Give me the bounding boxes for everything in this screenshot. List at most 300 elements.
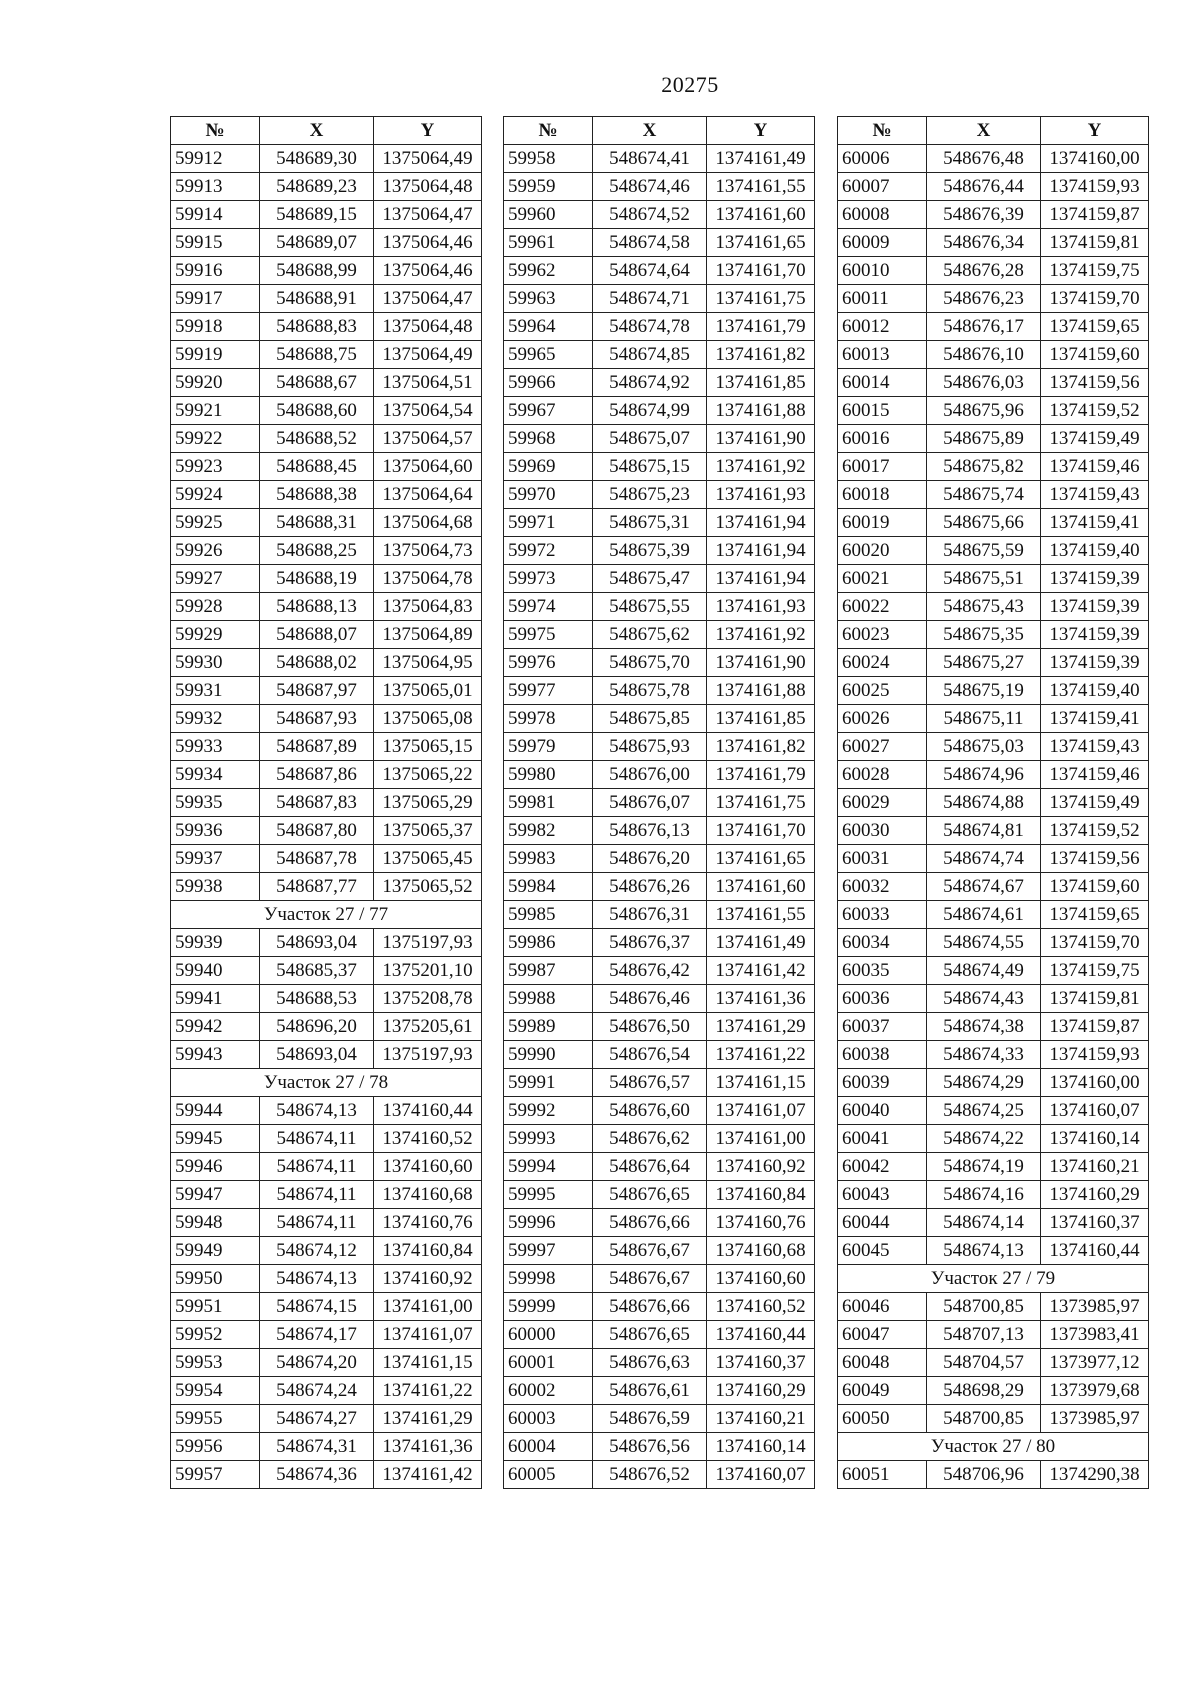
y-coordinate-cell: 1374159,39 [1041, 649, 1149, 677]
table-row [504, 1125, 815, 1153]
table-row [838, 1181, 1149, 1209]
point-number-cell: 59961 [504, 229, 593, 257]
table-row [171, 733, 482, 761]
point-number-cell: 60015 [838, 397, 927, 425]
table-row [171, 621, 482, 649]
point-number-cell: 60020 [838, 537, 927, 565]
y-coordinate-cell: 1374159,49 [1041, 425, 1149, 453]
y-coordinate-cell: 1374161,15 [707, 1069, 815, 1097]
x-coordinate-cell: 548688,13 [260, 593, 374, 621]
table-row [171, 649, 482, 677]
point-number-cell: 59980 [504, 761, 593, 789]
x-coordinate-cell: 548696,20 [260, 1013, 374, 1041]
table-row [171, 537, 482, 565]
y-coordinate-cell: 1374161,79 [707, 313, 815, 341]
x-coordinate-cell: 548675,62 [593, 621, 707, 649]
x-coordinate-cell: 548688,07 [260, 621, 374, 649]
point-number-cell: 59927 [171, 565, 260, 593]
point-number-cell: 60036 [838, 985, 927, 1013]
y-coordinate-cell: 1375064,47 [374, 201, 482, 229]
table-row [504, 1293, 815, 1321]
x-coordinate-cell: 548674,81 [927, 817, 1041, 845]
table-row [504, 1209, 815, 1237]
y-coordinate-cell: 1374159,39 [1041, 565, 1149, 593]
table-row [504, 453, 815, 481]
y-coordinate-cell: 1374161,49 [707, 145, 815, 173]
x-coordinate-cell: 548676,63 [593, 1349, 707, 1377]
point-number-cell: 59977 [504, 677, 593, 705]
y-coordinate-cell: 1374161,82 [707, 733, 815, 761]
table-row [504, 565, 815, 593]
point-number-cell: 59978 [504, 705, 593, 733]
x-coordinate-cell: 548685,37 [260, 957, 374, 985]
table-row [171, 817, 482, 845]
x-coordinate-cell: 548674,33 [927, 1041, 1041, 1069]
y-coordinate-cell: 1375064,68 [374, 509, 482, 537]
y-coordinate-cell: 1375065,45 [374, 845, 482, 873]
y-coordinate-cell: 1374159,56 [1041, 845, 1149, 873]
point-number-cell: 59963 [504, 285, 593, 313]
table-row [171, 929, 482, 957]
point-number-cell: 60023 [838, 621, 927, 649]
point-number-cell: 60005 [504, 1461, 593, 1489]
x-coordinate-cell: 548706,96 [927, 1461, 1041, 1489]
y-coordinate-cell: 1374159,40 [1041, 677, 1149, 705]
x-coordinate-cell: 548675,96 [927, 397, 1041, 425]
point-number-cell: 59933 [171, 733, 260, 761]
x-coordinate-cell: 548674,36 [260, 1461, 374, 1489]
x-coordinate-cell: 548674,11 [260, 1181, 374, 1209]
x-coordinate-cell: 548674,15 [260, 1293, 374, 1321]
x-coordinate-cell: 548687,97 [260, 677, 374, 705]
y-coordinate-cell: 1374159,60 [1041, 873, 1149, 901]
point-number-cell: 60027 [838, 733, 927, 761]
coordinates-table-1 [170, 116, 482, 1489]
x-coordinate-cell: 548674,13 [260, 1097, 374, 1125]
x-coordinate-cell: 548675,43 [927, 593, 1041, 621]
table-row [504, 789, 815, 817]
table-row [838, 145, 1149, 173]
table-row [838, 341, 1149, 369]
point-number-cell: 59914 [171, 201, 260, 229]
point-number-cell: 59953 [171, 1349, 260, 1377]
table-row [838, 1377, 1149, 1405]
point-number-cell: 59982 [504, 817, 593, 845]
x-coordinate-cell: 548674,29 [927, 1069, 1041, 1097]
x-coordinate-cell: 548676,23 [927, 285, 1041, 313]
y-coordinate-cell: 1375064,83 [374, 593, 482, 621]
point-number-cell: 59962 [504, 257, 593, 285]
point-number-cell: 59940 [171, 957, 260, 985]
y-coordinate-cell: 1374161,15 [374, 1349, 482, 1377]
table-row [838, 733, 1149, 761]
header-y: Y [1041, 117, 1149, 145]
y-coordinate-cell: 1374160,14 [1041, 1125, 1149, 1153]
point-number-cell: 60014 [838, 369, 927, 397]
x-coordinate-cell: 548676,17 [927, 313, 1041, 341]
y-coordinate-cell: 1374159,70 [1041, 285, 1149, 313]
x-coordinate-cell: 548688,83 [260, 313, 374, 341]
table-row [171, 1265, 482, 1293]
y-coordinate-cell: 1374290,38 [1041, 1461, 1149, 1489]
point-number-cell: 60034 [838, 929, 927, 957]
x-coordinate-cell: 548674,13 [927, 1237, 1041, 1265]
x-coordinate-cell: 548674,13 [260, 1265, 374, 1293]
x-coordinate-cell: 548674,31 [260, 1433, 374, 1461]
y-coordinate-cell: 1374160,37 [1041, 1209, 1149, 1237]
x-coordinate-cell: 548676,54 [593, 1041, 707, 1069]
point-number-cell: 60011 [838, 285, 927, 313]
x-coordinate-cell: 548688,38 [260, 481, 374, 509]
table-row [838, 873, 1149, 901]
table-row [504, 1321, 815, 1349]
y-coordinate-cell: 1374160,29 [707, 1377, 815, 1405]
header-x: X [927, 117, 1041, 145]
y-coordinate-cell: 1374161,94 [707, 565, 815, 593]
y-coordinate-cell: 1375064,48 [374, 173, 482, 201]
x-coordinate-cell: 548674,25 [927, 1097, 1041, 1125]
x-coordinate-cell: 548676,28 [927, 257, 1041, 285]
point-number-cell: 59928 [171, 593, 260, 621]
point-number-cell: 59919 [171, 341, 260, 369]
y-coordinate-cell: 1375197,93 [374, 929, 482, 957]
y-coordinate-cell: 1375064,57 [374, 425, 482, 453]
table-row [504, 481, 815, 509]
y-coordinate-cell: 1375064,95 [374, 649, 482, 677]
point-number-cell: 59931 [171, 677, 260, 705]
table-row [838, 845, 1149, 873]
table-row [171, 1293, 482, 1321]
y-coordinate-cell: 1374160,52 [374, 1125, 482, 1153]
table-header-row [838, 117, 1149, 145]
x-coordinate-cell: 548674,11 [260, 1209, 374, 1237]
table-row [838, 285, 1149, 313]
point-number-cell: 60026 [838, 705, 927, 733]
point-number-cell: 60039 [838, 1069, 927, 1097]
table-row [504, 397, 815, 425]
table-row [171, 593, 482, 621]
table-row [504, 957, 815, 985]
table-row [171, 1153, 482, 1181]
y-coordinate-cell: 1374161,36 [707, 985, 815, 1013]
point-number-cell: 59971 [504, 509, 593, 537]
x-coordinate-cell: 548674,17 [260, 1321, 374, 1349]
x-coordinate-cell: 548675,93 [593, 733, 707, 761]
y-coordinate-cell: 1375064,47 [374, 285, 482, 313]
point-number-cell: 59960 [504, 201, 593, 229]
section-row [171, 1069, 482, 1097]
x-coordinate-cell: 548689,30 [260, 145, 374, 173]
x-coordinate-cell: 548676,13 [593, 817, 707, 845]
x-coordinate-cell: 548675,03 [927, 733, 1041, 761]
table-row [171, 397, 482, 425]
x-coordinate-cell: 548674,55 [927, 929, 1041, 957]
x-coordinate-cell: 548674,24 [260, 1377, 374, 1405]
y-coordinate-cell: 1375205,61 [374, 1013, 482, 1041]
x-coordinate-cell: 548675,35 [927, 621, 1041, 649]
point-number-cell: 59994 [504, 1153, 593, 1181]
point-number-cell: 59950 [171, 1265, 260, 1293]
table-row [838, 453, 1149, 481]
x-coordinate-cell: 548689,23 [260, 173, 374, 201]
point-number-cell: 59984 [504, 873, 593, 901]
point-number-cell: 60045 [838, 1237, 927, 1265]
table-row [504, 537, 815, 565]
table-row [504, 1013, 815, 1041]
x-coordinate-cell: 548676,34 [927, 229, 1041, 257]
x-coordinate-cell: 548688,60 [260, 397, 374, 425]
table-row [504, 705, 815, 733]
x-coordinate-cell: 548674,20 [260, 1349, 374, 1377]
header-y: Y [374, 117, 482, 145]
x-coordinate-cell: 548676,20 [593, 845, 707, 873]
table-row [838, 621, 1149, 649]
y-coordinate-cell: 1375065,22 [374, 761, 482, 789]
y-coordinate-cell: 1374160,92 [374, 1265, 482, 1293]
point-number-cell: 59999 [504, 1293, 593, 1321]
table-row [504, 1377, 815, 1405]
y-coordinate-cell: 1374161,82 [707, 341, 815, 369]
x-coordinate-cell: 548674,11 [260, 1153, 374, 1181]
table-row [838, 229, 1149, 257]
y-coordinate-cell: 1374159,75 [1041, 257, 1149, 285]
y-coordinate-cell: 1374161,22 [707, 1041, 815, 1069]
point-number-cell: 59956 [171, 1433, 260, 1461]
point-number-cell: 60038 [838, 1041, 927, 1069]
point-number-cell: 59974 [504, 593, 593, 621]
x-coordinate-cell: 548674,85 [593, 341, 707, 369]
table-row [171, 845, 482, 873]
table-row [504, 761, 815, 789]
y-coordinate-cell: 1375064,49 [374, 341, 482, 369]
x-coordinate-cell: 548676,07 [593, 789, 707, 817]
x-coordinate-cell: 548687,89 [260, 733, 374, 761]
table-row [171, 1349, 482, 1377]
y-coordinate-cell: 1374160,60 [707, 1265, 815, 1293]
y-coordinate-cell: 1374161,85 [707, 369, 815, 397]
point-number-cell: 59975 [504, 621, 593, 649]
point-number-cell: 59947 [171, 1181, 260, 1209]
point-number-cell: 59915 [171, 229, 260, 257]
table-row [504, 1069, 815, 1097]
x-coordinate-cell: 548674,43 [927, 985, 1041, 1013]
x-coordinate-cell: 548674,78 [593, 313, 707, 341]
y-coordinate-cell: 1375064,46 [374, 257, 482, 285]
y-coordinate-cell: 1374161,90 [707, 425, 815, 453]
table-row [504, 621, 815, 649]
x-coordinate-cell: 548675,47 [593, 565, 707, 593]
y-coordinate-cell: 1374160,92 [707, 1153, 815, 1181]
point-number-cell: 59924 [171, 481, 260, 509]
point-number-cell: 60008 [838, 201, 927, 229]
x-coordinate-cell: 548676,31 [593, 901, 707, 929]
y-coordinate-cell: 1374161,55 [707, 173, 815, 201]
header-x: X [260, 117, 374, 145]
point-number-cell: 59942 [171, 1013, 260, 1041]
y-coordinate-cell: 1374161,29 [707, 1013, 815, 1041]
y-coordinate-cell: 1374160,29 [1041, 1181, 1149, 1209]
table-row [838, 1097, 1149, 1125]
table-row [838, 789, 1149, 817]
section-title: Участок 27 / 78 [171, 1069, 482, 1097]
point-number-cell: 60041 [838, 1125, 927, 1153]
y-coordinate-cell: 1373983,41 [1041, 1321, 1149, 1349]
table-row [838, 1125, 1149, 1153]
table-row [504, 313, 815, 341]
point-number-cell: 59926 [171, 537, 260, 565]
point-number-cell: 59918 [171, 313, 260, 341]
x-coordinate-cell: 548688,67 [260, 369, 374, 397]
y-coordinate-cell: 1374159,52 [1041, 817, 1149, 845]
table-row [171, 1433, 482, 1461]
table-row [504, 145, 815, 173]
point-number-cell: 60050 [838, 1405, 927, 1433]
x-coordinate-cell: 548675,39 [593, 537, 707, 565]
point-number-cell: 59930 [171, 649, 260, 677]
y-coordinate-cell: 1374161,92 [707, 621, 815, 649]
coordinates-table-3 [837, 116, 1149, 1489]
table-row [504, 509, 815, 537]
table-row [838, 593, 1149, 621]
section-row [838, 1265, 1149, 1293]
point-number-cell: 59941 [171, 985, 260, 1013]
table-row [504, 1097, 815, 1125]
y-coordinate-cell: 1374159,87 [1041, 201, 1149, 229]
table-row [171, 1181, 482, 1209]
point-number-cell: 59981 [504, 789, 593, 817]
point-number-cell: 60024 [838, 649, 927, 677]
y-coordinate-cell: 1374161,65 [707, 229, 815, 257]
point-number-cell: 59983 [504, 845, 593, 873]
y-coordinate-cell: 1375201,10 [374, 957, 482, 985]
x-coordinate-cell: 548687,77 [260, 873, 374, 901]
table-row [504, 1461, 815, 1489]
x-coordinate-cell: 548676,66 [593, 1293, 707, 1321]
y-coordinate-cell: 1373979,68 [1041, 1377, 1149, 1405]
point-number-cell: 60009 [838, 229, 927, 257]
table-row [171, 481, 482, 509]
table-row [838, 537, 1149, 565]
table-row [171, 1321, 482, 1349]
x-coordinate-cell: 548674,67 [927, 873, 1041, 901]
y-coordinate-cell: 1374159,43 [1041, 733, 1149, 761]
y-coordinate-cell: 1374160,76 [374, 1209, 482, 1237]
point-number-cell: 60017 [838, 453, 927, 481]
point-number-cell: 59944 [171, 1097, 260, 1125]
y-coordinate-cell: 1374159,60 [1041, 341, 1149, 369]
y-coordinate-cell: 1374161,70 [707, 817, 815, 845]
y-coordinate-cell: 1375197,93 [374, 1041, 482, 1069]
table-row [838, 1041, 1149, 1069]
x-coordinate-cell: 548674,64 [593, 257, 707, 285]
table-row [171, 957, 482, 985]
table-row [838, 481, 1149, 509]
x-coordinate-cell: 548688,31 [260, 509, 374, 537]
table-row [838, 901, 1149, 929]
table-row [171, 705, 482, 733]
y-coordinate-cell: 1374161,85 [707, 705, 815, 733]
y-coordinate-cell: 1374160,76 [707, 1209, 815, 1237]
y-coordinate-cell: 1373977,12 [1041, 1349, 1149, 1377]
x-coordinate-cell: 548687,78 [260, 845, 374, 873]
table-row [504, 817, 815, 845]
point-number-cell: 59936 [171, 817, 260, 845]
point-number-cell: 60018 [838, 481, 927, 509]
y-coordinate-cell: 1374159,41 [1041, 509, 1149, 537]
x-coordinate-cell: 548688,75 [260, 341, 374, 369]
y-coordinate-cell: 1375064,73 [374, 537, 482, 565]
point-number-cell: 59972 [504, 537, 593, 565]
point-number-cell: 60046 [838, 1293, 927, 1321]
x-coordinate-cell: 548676,39 [927, 201, 1041, 229]
x-coordinate-cell: 548674,11 [260, 1125, 374, 1153]
table-row [171, 425, 482, 453]
x-coordinate-cell: 548674,99 [593, 397, 707, 425]
point-number-cell: 59958 [504, 145, 593, 173]
x-coordinate-cell: 548675,85 [593, 705, 707, 733]
table-row [504, 1181, 815, 1209]
point-number-cell: 59937 [171, 845, 260, 873]
point-number-cell: 59992 [504, 1097, 593, 1125]
point-number-cell: 59945 [171, 1125, 260, 1153]
y-coordinate-cell: 1374161,65 [707, 845, 815, 873]
point-number-cell: 59998 [504, 1265, 593, 1293]
point-number-cell: 59976 [504, 649, 593, 677]
x-coordinate-cell: 548675,23 [593, 481, 707, 509]
point-number-cell: 59932 [171, 705, 260, 733]
x-coordinate-cell: 548675,89 [927, 425, 1041, 453]
point-number-cell: 59952 [171, 1321, 260, 1349]
point-number-cell: 59966 [504, 369, 593, 397]
table-row [171, 873, 482, 901]
x-coordinate-cell: 548676,03 [927, 369, 1041, 397]
table-row [838, 397, 1149, 425]
table-row [504, 649, 815, 677]
table-row [838, 761, 1149, 789]
table-row [504, 901, 815, 929]
table-row [838, 313, 1149, 341]
y-coordinate-cell: 1374161,70 [707, 257, 815, 285]
x-coordinate-cell: 548676,44 [927, 173, 1041, 201]
y-coordinate-cell: 1374159,40 [1041, 537, 1149, 565]
point-number-cell: 59996 [504, 1209, 593, 1237]
y-coordinate-cell: 1374161,94 [707, 537, 815, 565]
table-row [838, 1237, 1149, 1265]
point-number-cell: 60007 [838, 173, 927, 201]
y-coordinate-cell: 1374161,93 [707, 593, 815, 621]
table-row [504, 1041, 815, 1069]
y-coordinate-cell: 1375064,49 [374, 145, 482, 173]
x-coordinate-cell: 548689,07 [260, 229, 374, 257]
point-number-cell: 59973 [504, 565, 593, 593]
table-row [504, 201, 815, 229]
y-coordinate-cell: 1374159,93 [1041, 1041, 1149, 1069]
header-number: № [504, 117, 593, 145]
table-row [838, 957, 1149, 985]
y-coordinate-cell: 1375065,01 [374, 677, 482, 705]
y-coordinate-cell: 1375064,48 [374, 313, 482, 341]
x-coordinate-cell: 548687,86 [260, 761, 374, 789]
point-number-cell: 59989 [504, 1013, 593, 1041]
y-coordinate-cell: 1375065,08 [374, 705, 482, 733]
table-row [504, 593, 815, 621]
x-coordinate-cell: 548676,10 [927, 341, 1041, 369]
point-number-cell: 59946 [171, 1153, 260, 1181]
point-number-cell: 59922 [171, 425, 260, 453]
y-coordinate-cell: 1374160,00 [1041, 145, 1149, 173]
table-row [504, 1237, 815, 1265]
x-coordinate-cell: 548675,82 [927, 453, 1041, 481]
